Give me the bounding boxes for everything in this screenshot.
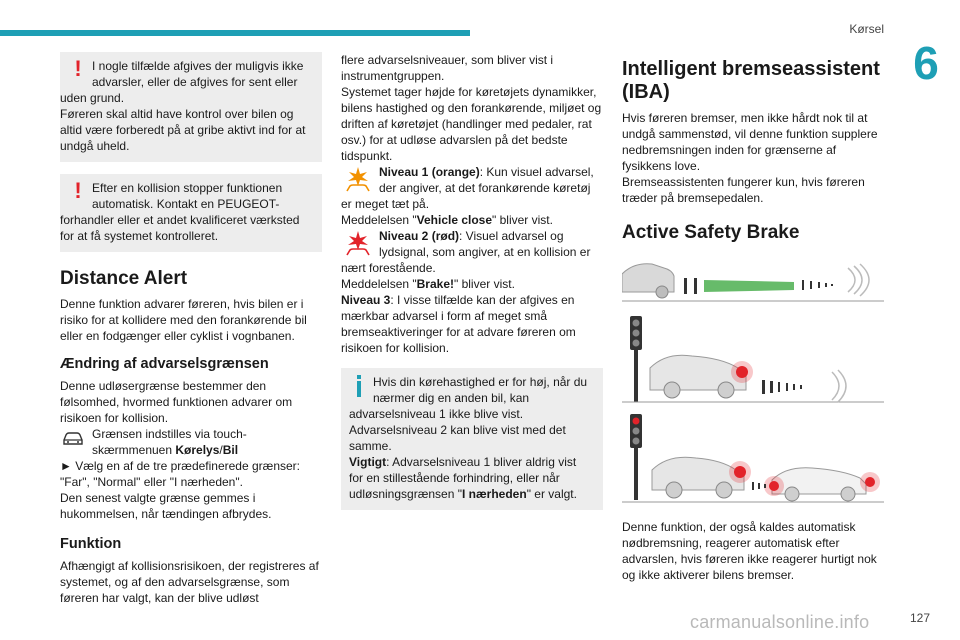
paragraph: Meddelelsen "Brake!" bliver vist. — [341, 277, 515, 291]
paragraph: nært forestående. — [341, 261, 436, 275]
paragraph: Denne udløsergrænse bestemmer den følsomhed, hvormed funktionen advarer om risikoen for kollision. — [60, 379, 293, 425]
warning-text: Føreren skal altid have kontrol over bilen og altid være forberedt på at gribe aktivt ind for at undgå uheld. — [60, 107, 306, 153]
level-2-item — [341, 228, 603, 292]
car-menu-icon — [60, 426, 86, 448]
paragraph: Grænsen indstilles via touch- — [92, 427, 247, 441]
warning-exclamation-icon: ! — [74, 178, 82, 203]
warning-box-1 — [60, 52, 322, 162]
heading-function: Funktion — [60, 536, 122, 552]
column-3 — [622, 58, 884, 583]
scene-2 — [622, 316, 884, 402]
paragraph: der angiver, at det forankørende køretøj — [379, 181, 591, 195]
info-text: Vigtigt: Advarselsniveau 1 bliver aldrig vist for en stillestående forhindring, eller når udløsningsgrænsen "I nærheden" er valgt. — [349, 455, 577, 501]
paragraph: Bremseassistenten fungerer kun, hvis føreren træder på bremsepedalen. — [622, 175, 865, 205]
info-text: nærmer dig en anden bil, kan — [373, 391, 530, 405]
warning-text: I nogle tilfælde afgives der muligvis ikke — [92, 59, 304, 73]
section-title: Kørsel — [849, 22, 884, 36]
warning-text: automatisk. Kontakt en PEUGEOT- — [92, 197, 280, 211]
heading-iba: Intelligent bremseassistent (IBA) — [622, 58, 880, 103]
heading-change-threshold: Ændring af advarselsgrænsen — [60, 356, 269, 372]
paragraph: Niveau 1 (orange): Kun visuel advarsel, — [379, 165, 594, 179]
header-accent-bar — [0, 30, 470, 36]
level-1-item — [341, 164, 603, 228]
scene-1 — [622, 264, 884, 301]
column-1 — [60, 52, 322, 606]
paragraph: Denne funktion, der også kaldes automatisk nødbremsning, reagerer automatisk efter advarslen, hvis føreren ikke reagerer hurtigt nok og ikke aktiverer bilens bremser. — [622, 520, 877, 582]
paragraph: Niveau 2 (rød): Visuel advarsel og — [379, 229, 564, 243]
column-2 — [341, 52, 603, 520]
paragraph: ► Vælg en af de tre prædefinerede grænser: "Far", "Normal" eller "I nærheden". — [60, 459, 301, 489]
warning-text: advarsler, eller de afgives for sent eller — [92, 75, 298, 89]
warning-text: forhandler eller et andet kvalificeret værksted for at få systemet kontrolleret. — [60, 213, 300, 243]
collision-warning-orange-icon — [341, 164, 375, 194]
info-box — [341, 368, 603, 510]
paragraph: er meget tæt på. — [341, 197, 430, 211]
paragraph: Meddelelsen "Vehicle close" bliver vist. — [341, 213, 553, 227]
watermark: carmanualsonline.info — [690, 612, 870, 632]
paragraph: lydsignal, som angiver, at en kollision er — [379, 245, 591, 259]
heading-distance-alert: Distance Alert — [60, 268, 188, 289]
info-icon — [351, 374, 367, 398]
warning-text: Efter en kollision stopper funktionen — [92, 181, 283, 195]
paragraph: flere advarselsniveauer, som bliver vist i instrumentgruppen. — [341, 53, 554, 83]
page-number: 127 — [909, 611, 930, 625]
paragraph: Systemet tager højde for køretøjets dynamikker, bilens hastighed og den forankørende, miljøet og driften af køretøjet (handlinger med pedaler, rat osv.) for at udløse advarslen på det bedste tidspunkt. — [341, 85, 602, 163]
active-safety-brake-illustration — [622, 256, 884, 506]
paragraph: skærmmenuen Kørelys/Bil — [92, 443, 239, 457]
warning-text: uden grund. — [60, 91, 125, 105]
paragraph: Den senest valgte grænse gemmes i hukommelsen, når tændingen afbrydes. — [60, 491, 272, 521]
touchscreen-instruction — [60, 426, 322, 458]
paragraph: Hvis føreren bremser, men ikke hårdt nok til at undgå sammenstød, vil denne funktion supplere nedbremsningen inden for grænserne af fysikkens love. — [622, 111, 878, 173]
warning-box-2 — [60, 174, 322, 252]
paragraph: Afhængigt af kollisionsrisikoen, der registreres af systemet, og af den advarselsgrænse, som føreren har valgt, kan der blive udløst — [60, 559, 319, 605]
chapter-number: 6 — [913, 37, 939, 89]
info-text: Hvis din kørehastighed er for høj, når du — [373, 375, 588, 389]
heading-active-safety-brake: Active Safety Brake — [622, 222, 800, 243]
paragraph: Niveau 3: I visse tilfælde kan der afgives en mærkbar advarsel i form af meget små bremseaktiveringer for at advare føreren om risikoen for kollision. — [341, 293, 576, 355]
scene-3 — [622, 414, 884, 502]
info-text: advarselsniveau 1 ikke blive vist. Advarselsniveau 2 kan blive vist med det samme. — [349, 407, 566, 453]
warning-exclamation-icon: ! — [74, 56, 82, 81]
paragraph: Denne funktion advarer føreren, hvis bilen er i risiko for at kollidere med den forankørende bil eller en fodgænger eller cyklist i vognbanen. — [60, 297, 307, 343]
collision-warning-red-icon — [341, 228, 375, 258]
